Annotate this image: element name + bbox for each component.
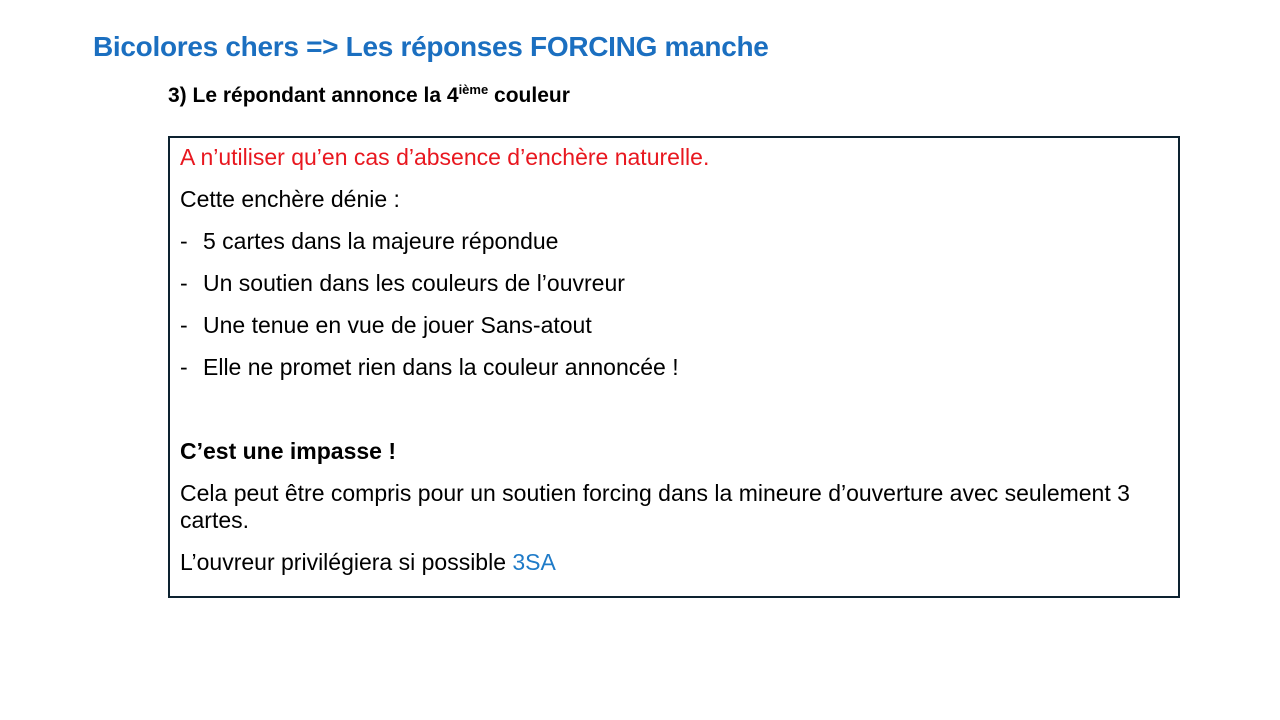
- subtitle-prefix: 3) Le répondant annonce la 4: [168, 84, 459, 107]
- bullet-item: [180, 270, 1168, 297]
- bullet-text: 5 cartes dans la majeure répondue: [203, 228, 559, 254]
- subtitle-suffix: couleur: [488, 84, 570, 107]
- bullet-item: [180, 312, 1168, 339]
- bullet-text: Un soutien dans les couleurs de l’ouvreur: [203, 270, 625, 296]
- bullet-dash: -: [180, 354, 188, 380]
- conclusion-prefix: L’ouvreur privilégiera si possible: [180, 549, 513, 575]
- bullet-item: [180, 354, 1168, 381]
- slide-subtitle: [168, 84, 570, 108]
- slide-title: Bicolores chers => Les réponses FORCING manche: [93, 31, 769, 62]
- bullet-item: [180, 228, 1168, 255]
- warning-text: A n’utiliser qu’en cas d’absence d’enchère naturelle.: [180, 144, 710, 170]
- explanation-text: Cela peut être compris pour un soutien forcing dans la mineure d’ouverture avec seulement 3 cartes.: [180, 480, 1130, 533]
- bullet-dash: -: [180, 270, 188, 296]
- content-box: [168, 136, 1180, 598]
- bullet-dash: -: [180, 312, 188, 338]
- bullet-text: Une tenue en vue de jouer Sans-atout: [203, 312, 592, 338]
- blank-line: [180, 396, 1168, 423]
- subtitle-superscript: ième: [458, 82, 489, 97]
- conclusion-line: [180, 549, 1168, 576]
- bullet-text: Elle ne promet rien dans la couleur annoncée !: [203, 354, 679, 380]
- impasse-statement: C’est une impasse !: [180, 438, 397, 464]
- bullet-dash: -: [180, 228, 188, 254]
- denial-intro: Cette enchère dénie :: [180, 186, 400, 212]
- conclusion-highlight-3sa: 3SA: [512, 549, 556, 575]
